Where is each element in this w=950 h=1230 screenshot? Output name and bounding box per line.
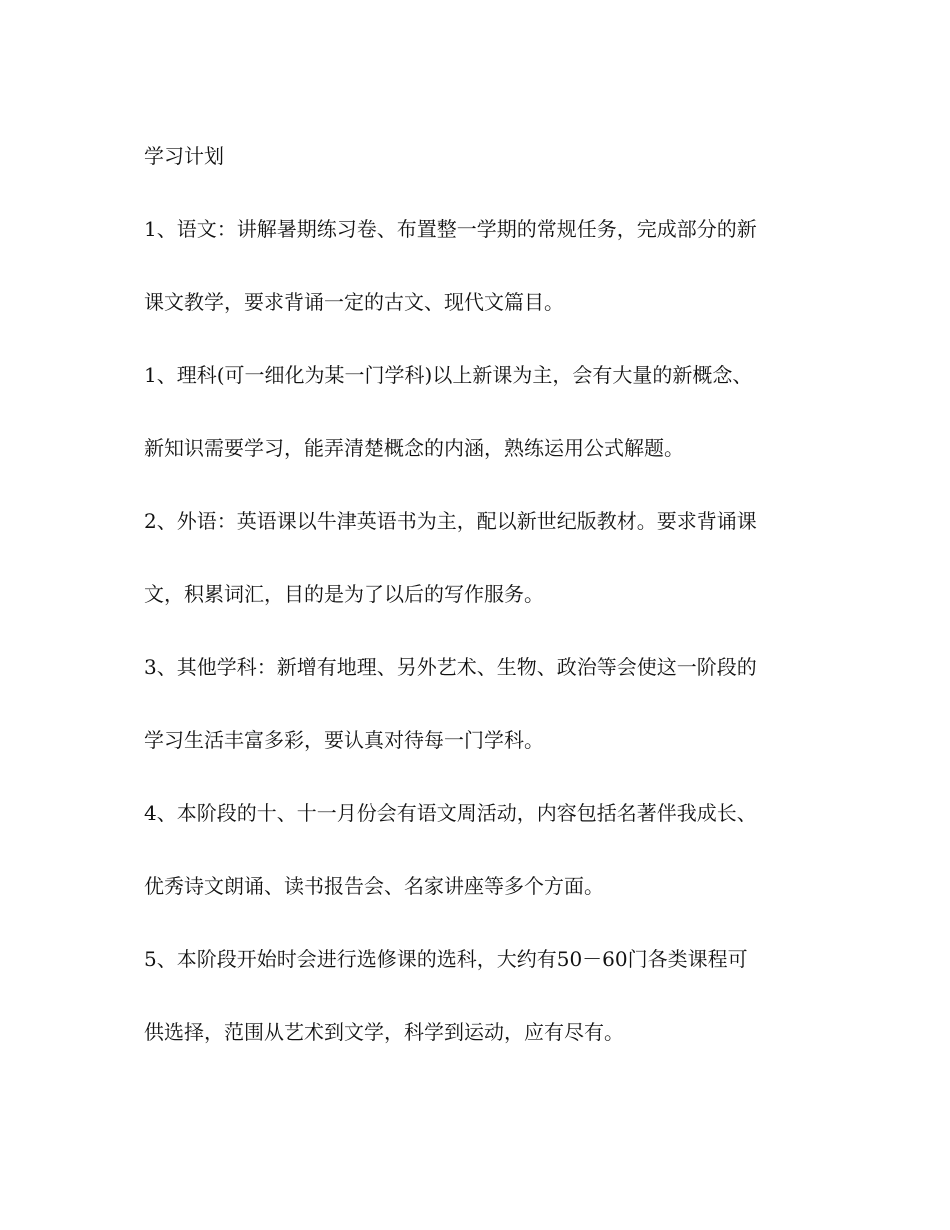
document-title: 学习计划: [144, 144, 224, 168]
text-line: 优秀诗文朗诵、读书报告会、名家讲座等多个方面。: [144, 874, 604, 898]
text-line: 2、外语：英语课以牛津英语书为主，配以新世纪版教材。要求背诵课: [144, 509, 757, 533]
text-line: 1、理科(可一细化为某一门学科)以上新课为主，会有大量的新概念、: [144, 363, 753, 387]
text-line: 新知识需要学习，能弄清楚概念的内涵，熟练运用公式解题。: [144, 436, 684, 460]
text-line: 课文教学，要求背诵一定的古文、现代文篇目。: [144, 290, 564, 314]
text-line: 供选择，范围从艺术到文学，科学到运动，应有尽有。: [144, 1020, 624, 1044]
text-line: 4、本阶段的十、十一月份会有语文周活动，内容包括名著伴我成长、: [144, 801, 757, 825]
text-line: 文，积累词汇，目的是为了以后的写作服务。: [144, 582, 544, 606]
text-line: 学习生活丰富多彩，要认真对待每一门学科。: [144, 728, 544, 752]
document-body: [144, 140, 814, 1089]
text-line: 1、语文：讲解暑期练习卷、布置整一学期的常规任务，完成部分的新: [144, 217, 757, 241]
text-line: 3、其他学科：新增有地理、另外艺术、生物、政治等会使这一阶段的: [144, 655, 757, 679]
text-line: 5、本阶段开始时会进行选修课的选科，大约有50－60门各类课程可: [144, 947, 748, 971]
